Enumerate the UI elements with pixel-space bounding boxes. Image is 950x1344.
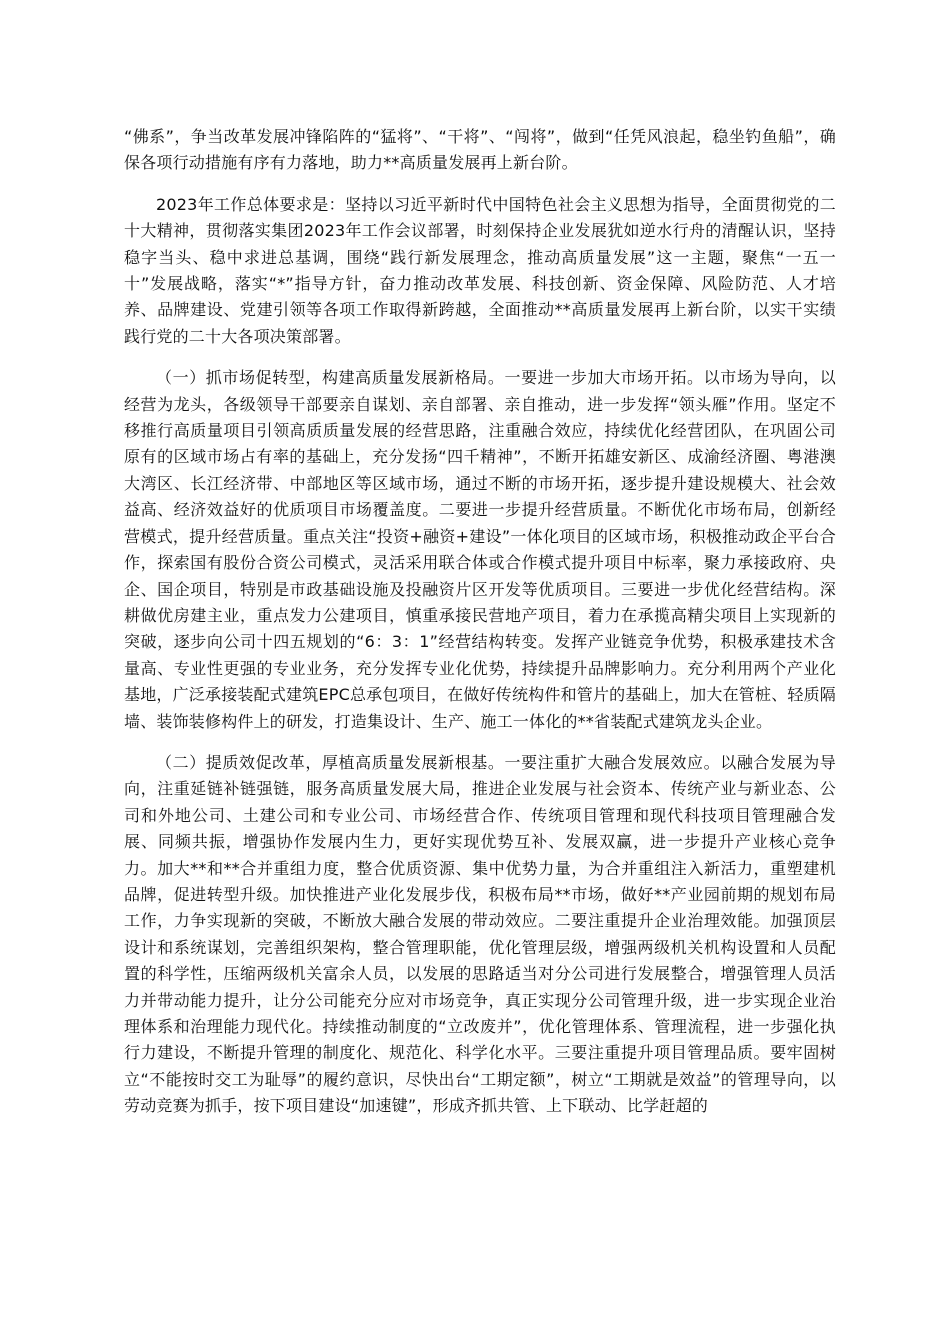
- paragraph-market-transformation: （一）抓市场促转型，构建高质量发展新格局。一要进一步加大市场开拓。以市场为导向，以经营为龙头，各级领导干部要亲自谋划、亲自部署、亲自推动，进一步发挥“领头雁”作用。坚定不移推行高质量项目引领高质质量发展的经营思路，注重融合效应，持续优化经营团队，在巩固公司原有的区域市场占有率的基础上，充分发扬“四千精神”，不断开拓雄安新区、成渝经济圈、粤港澳大湾区、长江经济带、中部地区等区域市场，通过不断的市场开拓，逐步提升建设规模大、社会效益高、经济效益好的优质项目市场覆盖度。二要进一步提升经营质量。不断优化市场布局，创新经营模式，提升经营质量。重点关注“投资+融资+建设”一体化项目的区域市场，积极推动政企平台合作，探索国有股份合资公司模式，灵活采用联合体或合作模式提升项目中标率，聚力承接政府、央企、国企项目，特别是市政基础设施及投融资片区开发等优质项目。三要进一步优化经营结构。深耕做优房建主业，重点发力公建项目，慎重承接民营地产项目，着力在承揽高精尖项目上实现新的突破，逐步向公司十四五规划的“6：3：1”经营结构转变。发挥产业链竞争优势，积极承建技术含量高、专业性更强的专业业务，充分发挥专业化优势，持续提升品牌影响力。充分利用两个产业化基地，广泛承接装配式建筑EPC总承包项目，在做好传统构件和管片的基础上，加大在管桩、轻质隔墙、装饰装修构件上的研发，打造集设计、生产、施工一体化的**省装配式建筑龙头企业。: [124, 368, 836, 731]
- paragraph-continuation: “佛系”，争当改革发展冲锋陷阵的“猛将”、“干将”、“闯将”，做到“任凭风浪起，稳坐钓鱼船”，确保各项行动措施有序有力落地，助力**高质量发展再上新台阶。: [124, 127, 836, 173]
- paragraph-2023-requirements: 2023年工作总体要求是：坚持以习近平新时代中国特色社会主义思想为指导，全面贯彻党的二十大精神，贯彻落实集团2023年工作会议部署，时刻保持企业发展犹如逆水行舟的清醒认识，坚持稳字当头、稳中求进总基调，围绕“践行新发展理念，推动高质量发展”这一主题，聚焦“一五一十”发展战略，落实“*”指导方针，奋力推动改革发展、科技创新、资金保障、风险防范、人才培养、品牌建设、党建引领等各项工作取得新跨越，全面推动**高质量发展再上新台阶，以实干实绩践行党的二十大各项决策部署。: [124, 194, 836, 346]
- paragraph-quality-reform: （二）提质效促改革，厚植高质量发展新根基。一要注重扩大融合发展效应。以融合发展为导向，注重延链补链强链，服务高质量发展大局，推进企业发展与社会资本、传统产业与新业态、公司和外地公司、土建公司和专业公司、市场经营合作、传统项目管理和现代科技项目管理融合发展、同频共振，增强协作发展内生力，更好实现优势互补、发展双赢，进一步提升产业核心竞争力。加大**和**合并重组力度，整合优质资源、集中优势力量，为合并重组注入新活力，重塑建机品牌，促进转型升级。加快推进产业化发展步伐，积极布局**市场，做好**产业园前期的规划布局工作，力争实现新的突破，不断放大融合发展的带动效应。二要注重提升企业治理效能。加强顶层设计和系统谋划，完善组织架构，整合管理职能，优化管理层级，增强两级机关机构设置和人员配置的科学性，压缩两级机关富余人员，以发展的思路适当对分公司进行发展整合，增强管理人员活力并带动能力提升，让分公司能充分应对市场竞争，真正实现分公司管理升级，进一步实现企业治理体系和治理能力现代化。持续推动制度的“立改废并”，优化管理体系、管理流程，进一步强化执行力建设，不断提升管理的制度化、规范化、科学化水平。三要注重提升项目管理品质。要牢固树立“不能按时交工为耻辱”的履约意识，尽快出台“工期定额”，树立“工期就是效益”的管理导向，以劳动竞赛为抓手，按下项目建设“加速键”，形成齐抓共管、上下联动、比学赶超的: [124, 752, 836, 1116]
- document-page: [124, 124, 836, 1135]
